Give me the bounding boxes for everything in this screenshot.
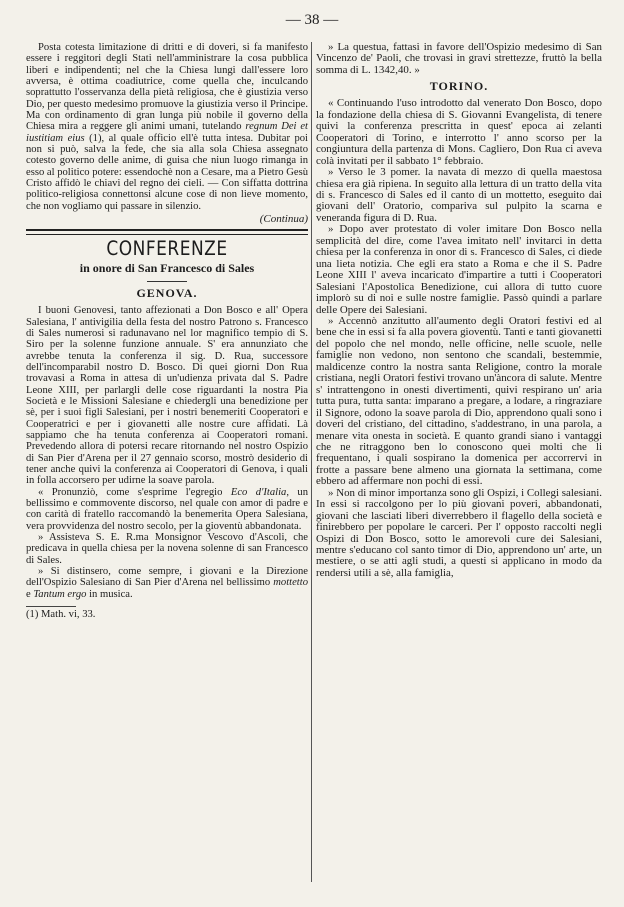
section-divider [26,229,308,235]
torino-paragraph-1: « Continuando l'uso introdotto dal venerato Don Bosco, dopo la fondazione della chiesa di S. Giovanni Evangelista, di tenere quivi la conferenza prescritta in quest' epoca ai zelanti Cooperatori di Torino, e interrotto l' anno scorso per la congiuntura della partenza di Mons. Cagliero, Don Rua ci aveva colà invitati per il sabbato 1° febbraio. [316,97,602,167]
city-heading-torino: TORINO. [429,79,489,94]
genova-paragraph-2 [26,487,308,532]
footnote: (1) Math. vi, 33. [26,609,96,621]
p4-text-c: in musica. [89,588,133,600]
genova-paragraph-4 [26,566,308,600]
short-divider [147,281,187,282]
torino-paragraph-2: » Verso le 3 pomer. la navata di mezzo di quella maestosa chiesa era già ripiena. In seguito alla lettura di un tratto della vita di s. Francesco di Sales ed il canto di un mottetto, eseguito dai giovani dell' Oratorio, compariva sul pulpito la scarna e veneranda figura di D. Rua. [316,166,602,224]
city-heading-genova: GENOVA. [136,286,198,301]
p2-text-b: , un bellissimo e commovente discorso, nel quale con amor di padre e con carità di fratello raccomandò la benemerita Opera Salesiana, vera provvidenza del nostro secolo, per la gioventù abbandonata. [26,486,309,532]
torino-paragraph-4: » Accennò anzitutto all'aumento degli Oratori festivi ed al bene che in essi si fa alla povera gioventù. Tanti e tanti giovanetti del popolo che nel mondo, nelle officine, nelle scuole, nelle famiglie non vedono, non sentono che scandali, bestemmie, maldicenze contro la nostra santa Religione, contro la morale cristiana, negli Oratori festivi trovano un'àncora di salute. Mentre s' intrattengono in onesti divertimenti, quivi respirano un' aria tutta pura, tutta santa: imparano a pregare, a lodare, a ringraziare il Signore, odono la soave parola di Dio, apprendono quali sono i doveri del cristiano, del cittadino, s'addestrano, in una parola, a menare vita onesta in società. E quanto grandi siano i vantaggi che ne ritraggono ben lo conoscono quei molti che li frequentano, i quali sospirano la domenica per accorrervi in frotte a passare bene almeno una giornata la settimana, come ebbero ad affermare non pochi di essi. [316,314,602,488]
column-rule [311,42,312,882]
p4-text-a: » Si distinsero, come sempre, i giovani e la Direzione dell'Ospizio Salesiano di San Pier d'Arena nel bellissimo [26,566,308,589]
torino-paragraph-3: » Dopo aver protestato di voler imitare Don Bosco nella semplicità del dire, come l'avea imitato nell' invitarci in detta chiesa per la conferenza in onor di s. Francesco di Sales, ci diede una lieta notizia. Che egli era stato a Roma e che il S. Padre Leone XIII l' aveva incaricato d'impartire a tutti i Cooperatori Salesiani l'Apostolica Benedizione, cui allora di tutto cuore implorò su di noi e sulle nostre famiglie. Passò quindi a parlare delle Opere dei Salesiani. [316,223,602,316]
section-subheading: in onore di San Francesco di Sales [79,261,255,276]
p4-text-b: e [26,588,31,600]
p2-eco: Eco d'Italia [230,486,287,498]
intro-paragraph [26,42,308,212]
p2-text-a: « Pronunziò, come s'esprime l'egregio [38,486,223,498]
section-heading: CONFERENZE [106,237,228,261]
p4-tantum: Tantum ergo [33,588,87,600]
genova-paragraph-1: I buoni Genovesi, tanto affezionati a Don Bosco e all' Opera Salesiana, l' antivigilia della festa del nostro Patrono s. Francesco di Sales numerosi si radunavano nel lor magnifico tempio di S. Siro per la solenne funzione annuale. S' era annunziato che avrebbe tenuta la conferenza il sig. D. Rua, successore dell'incomparabil nostro D. Bosco. Di quei giorni Don Rua trovavasi a Roma in attesa di un'udienza privata dal S. Padre Leone XIII, per parlargli delle cose riguardanti la nostra Pia Società e le Missioni Salesiane e chiedergli una benedizione per sè, per i suoi figli Salesiani, per i nostri benemeriti Cooperatori e Cooperatrici e per i giovanetti alle nostre cure affidati. Là sappiamo che ha tenuta conferenza ai Cooperatori romani. Prevedendo allora di potersi recare ritornando nel nostro Ospizio di San Pier d'Arena per il 27 gennaio scorso, mostrò desiderio di tener anche quivi la conferenza ai Cooperatori di Genova, i quali in folla accorsero per udirne la soave parola. [26,305,308,487]
left-column [26,42,308,620]
footnote-rule [26,606,76,607]
genova-paragraph-5: » La questua, fattasi in favore dell'Ospizio medesimo di San Vincenzo de' Paoli, che trovasi in gravi strettezze, fruttò la bella somma di L. 1342,40. » [316,41,602,76]
intro-italic: regnum Dei et iustitiam eius [26,121,308,144]
p4-mottetto: mottetto [273,577,308,589]
page-number: — 38 — [285,12,339,28]
continua-label: (Continua) [259,213,308,226]
intro-text: Posta cotesta limitazione di dritti e di doveri, si fa manifesto essere i reggitori degli Stati nell'amministrare la cosa pubblica liberi e indipendenti; nel che la Chiesa lungi dall'essere loro avversa, è ottima coadiutrice, come quella che, inculcando soprattutto l'osservanza della pietà religiosa, che è giustizia verso Dio, per questo medesimo promuove la giustizia verso il Principe. Ma con ordinamento di gran lunga più nobile il governo della Chiesa mira a reggere gli animi umani, tutelando [26,42,308,133]
torino-paragraph-5: » Non di minor importanza sono gli Ospizi, i Collegi salesiani. In essi si raccolgono per lo più giovani poveri, abbandonati, giovani che lasciati liberi diverrebbero il flagello della società e finirebbero per popolare le carceri. Per l' opposto raccolti negli Ospizi di Don Bosco, sotto le amorevoli cure dei Salesiani, mentre s'educano col santo timor di Dio, apprendono un' arte, un mestiere, o se atti agli studi, a questi si applicano in modo da rendersi utili a sè, alla famiglia, [316,486,602,579]
right-column [316,42,602,579]
intro-rest: (1), al quale officio ell'è tutta intesa. Dubitar poi non si può, salva la fede, che sia alla sola Chiesa assegnato cotesto governo delle anime, di guisa che niun luogo rimanga in esso al politico potere: essendochè non a Cesare, ma a Pietro Gesù Cristo affidò le chiavi del regno dei cieli. — Con siffatta dottrina politico-religiosa connettonsi alcune cose di non lieve momento, che non vogliamo qui passare in silenzio. [26,132,308,212]
genova-paragraph-3: » Assisteva S. E. R.ma Monsignor Vescovo d'Ascoli, che predicava in quella chiesa per la novena solenne di san Francesco di Sales. [26,532,308,566]
